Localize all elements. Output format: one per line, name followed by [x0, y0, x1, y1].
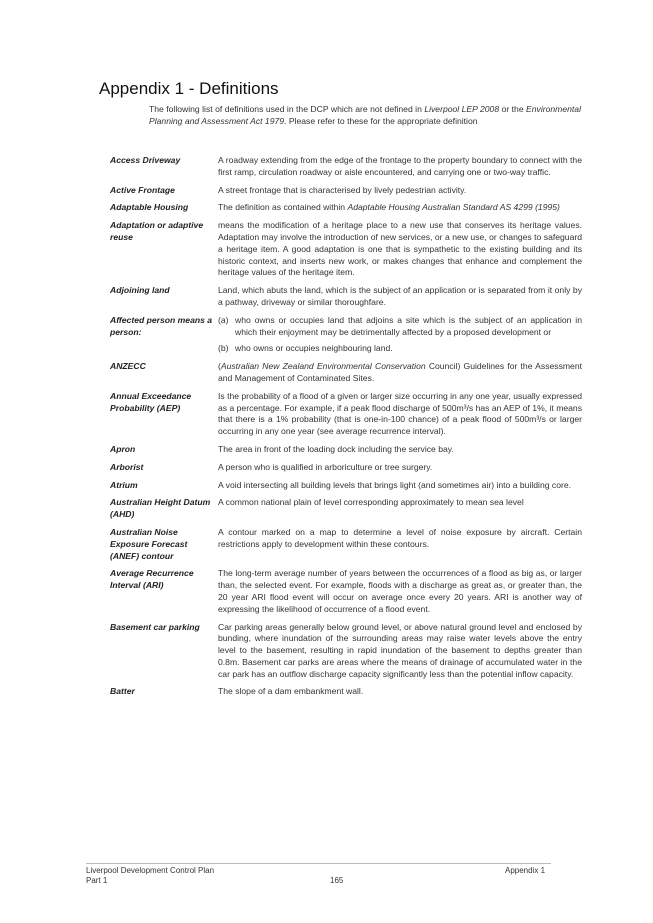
definition-text-italic: Adaptable Housing Australian Standard AS 4299 (1995)	[347, 202, 560, 213]
definition-batter	[110, 686, 582, 698]
definition-text: means the modification of a heritage place to a new use that conserves its heritage values. Adaptation may involve the introduction of new services, or a new use, or changes to safeguard a heritage item. A good adaptation is one that is sympathetic to the existing building and its historic context, and inserts new work, or makes changes that enhance and complement the heritage values of the heritage item.	[218, 220, 582, 278]
definition-ahd	[110, 497, 582, 521]
definition-text	[218, 361, 582, 385]
definition-text: The slope of a dam embankment wall.	[218, 686, 364, 697]
definition-term: ANZECC	[110, 361, 146, 372]
definition-text: A roadway extending from the edge of the frontage to the property boundary to connect with the first ramp, circulation roadway or aisle encountered, and carrying one or two-way traffic.	[218, 155, 582, 177]
definition-arborist	[110, 462, 582, 474]
definition-text-italic: Australian New Zealand Environmental Conservation	[220, 361, 426, 372]
definition-term: Apron	[110, 443, 136, 454]
definition-term: Arborist	[110, 461, 144, 472]
page-title: Appendix 1 - Definitions	[99, 79, 279, 98]
definition-text-part: The definition as contained within	[218, 202, 348, 213]
definition-adjoining-land	[110, 285, 582, 309]
definition-access-driveway	[110, 155, 582, 179]
definition-active-frontage	[110, 185, 582, 197]
definition-text: Is the probability of a flood of a given or larger size occurring in any one year, usually expressed as a percentage. For example, if a peak flood discharge of 500m³/s has an AEP of 1%, it means that there is a 1% probability (that is one-in-100 chance) of a peak flood of 500m³/s or larger occurring in any one year (see average recurrence interval).	[218, 390, 583, 437]
definition-text: A contour marked on a map to determine a level of noise exposure by aircraft. Certain restrictions apply to development within these contours.	[218, 526, 582, 549]
definition-ari	[110, 568, 582, 615]
definition-text: A void intersecting all building levels that brings light (and sometimes air) into a building core.	[218, 479, 572, 490]
definition-adaptation	[110, 220, 582, 279]
definition-text: The long-term average number of years between the occurrences of a flood as big as, or larger than, the selected event. For example, floods with a discharge as great as, or greater than, the 20 year ARI flood event will occur on average once every 20 years. ARI is another way of expressing the likelihood of occurrence of a flood event.	[218, 568, 582, 614]
intro-paragraph	[149, 104, 581, 128]
definition-anef	[110, 527, 582, 562]
definition-text: A street frontage that is characterised by lively pedestrian activity.	[218, 184, 467, 195]
definition-term: Adaptation or adaptive reuse	[110, 220, 204, 242]
definition-term: Annual Exceedance Probability (AEP)	[110, 390, 192, 413]
definition-term: Australian Height Datum (AHD)	[110, 497, 211, 520]
intro-mid: or the	[499, 104, 527, 114]
definition-term: Australian Noise Exposure Forecast (ANEF) contour	[110, 526, 188, 561]
definition-text-part: Council) Guidelines for the Assessment and Management of Contaminated Sites.	[218, 361, 582, 383]
definitions-list	[110, 155, 582, 704]
footer-divider	[86, 863, 551, 864]
definition-adaptable-housing	[110, 202, 582, 214]
subitem-text: who owns or occupies neighbouring land.	[235, 343, 393, 354]
definition-term: Affected person means a person:	[110, 314, 213, 337]
footer-section: Appendix 1	[505, 866, 546, 875]
definition-apron	[110, 444, 582, 456]
definition-term: Adaptable Housing	[110, 202, 189, 213]
definition-text: Land, which abuts the land, which is the subject of an application or is separated from it only by a pathway, driveway or similar thoroughfare.	[218, 285, 582, 307]
footer-page-number: 165	[330, 876, 344, 885]
subitem-label: (a)	[218, 314, 229, 325]
definition-subitem-a	[218, 315, 582, 339]
definition-text	[218, 315, 582, 355]
definition-affected-person	[110, 315, 582, 355]
definition-text: The area in front of the loading dock including the service bay.	[218, 443, 454, 454]
definition-text: Car parking areas generally below ground level, or above natural ground level and enclosed by bunding, where inundation of the surrounding areas may raise water levels above the entry level to the basement, resulting in rapid inundation of the basement to depths greater than 0.8m. Basement car parks are areas where the means of drainage of accumulated water in the car park has an outflow discharge capacity significantly less than the potential inflow capacity.	[218, 621, 582, 679]
definition-term: Atrium	[110, 479, 138, 490]
intro-after: . Please refer to these for the appropriate definition	[284, 115, 478, 126]
definition-basement-car-parking	[110, 622, 582, 681]
definition-term: Active Frontage	[110, 184, 175, 195]
subitem-text: who owns or occupies land that adjoins a site which is the subject of an application in which their enjoyment may be detrimentally affected by a proposed development or	[235, 314, 582, 337]
definition-anzecc	[110, 361, 582, 385]
definition-term: Batter	[110, 686, 135, 697]
intro-act: Environmental Planning and Assessment Act 1979	[149, 104, 581, 126]
definition-text-part: (	[218, 361, 221, 372]
footer-part: Part 1	[86, 876, 108, 885]
definition-aep	[110, 391, 582, 438]
definition-text: A person who is qualified in arboriculture or tree surgery.	[218, 461, 433, 472]
definition-text	[218, 202, 582, 214]
definition-term: Access Driveway	[110, 155, 181, 165]
subitem-label: (b)	[218, 343, 229, 354]
definition-term: Average Recurrence Interval (ARI)	[110, 568, 194, 591]
intro-lep: Liverpool LEP 2008	[424, 104, 500, 114]
footer-document-title: Liverpool Development Control Plan	[86, 866, 215, 875]
definition-subitem-b	[218, 343, 582, 355]
definition-atrium	[110, 480, 582, 492]
intro-before: The following list of definitions used in the DCP which are not defined in	[149, 104, 425, 114]
definition-term: Adjoining land	[110, 285, 170, 296]
definition-text: A common national plain of level corresponding approximately to mean sea level	[218, 497, 524, 508]
definition-term: Basement car parking	[110, 621, 200, 632]
